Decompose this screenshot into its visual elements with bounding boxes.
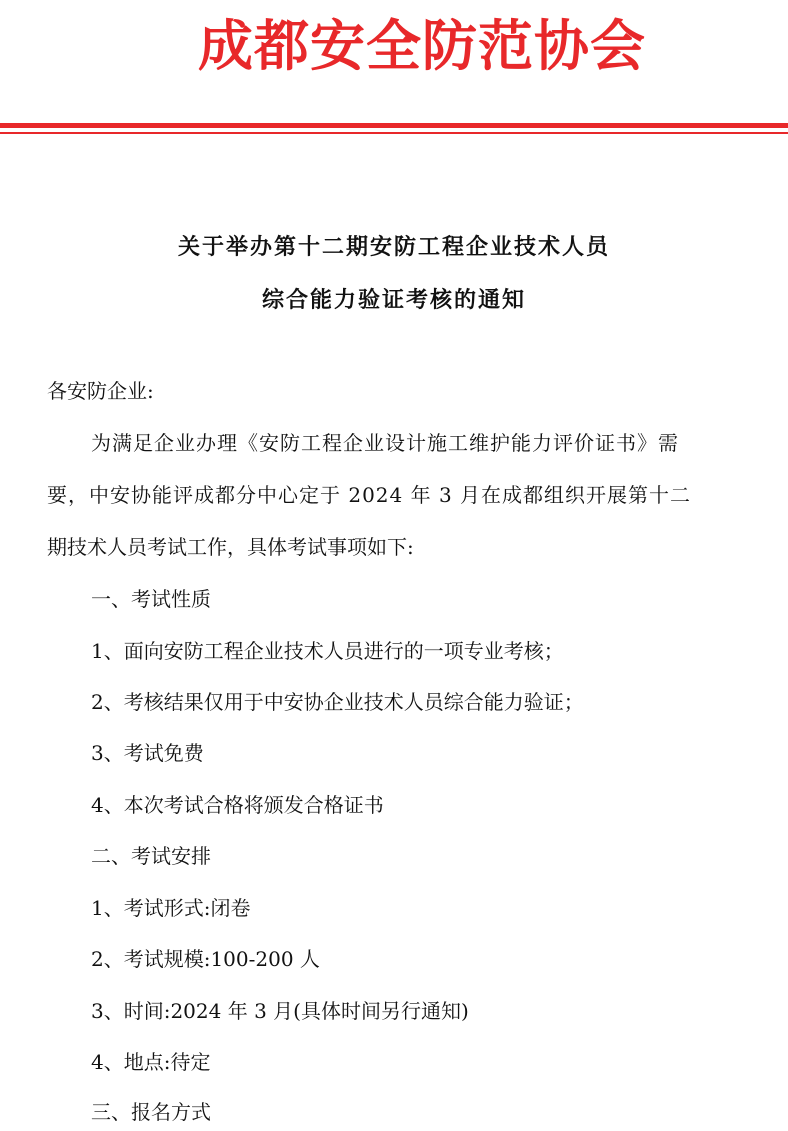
list-item: 2、考核结果仅用于中安协企业技术人员综合能力验证； — [91, 690, 584, 714]
section-heading-exam-nature: 一、考试性质 — [91, 587, 211, 611]
list-item: 1、面向安防工程企业技术人员进行的一项专业考核； — [91, 639, 564, 663]
intro-paragraph-line-3: 期技术人员考试工作，具体考试事项如下: — [47, 535, 414, 559]
letterhead-rule-thin — [0, 132, 788, 134]
section-heading-registration: 三、报名方式 — [91, 1100, 211, 1124]
section-heading-exam-arrangement: 二、考试安排 — [91, 844, 211, 868]
intro-paragraph-line-2: 要，中安协能评成都分中心定于 2024 年 3 月在成都组织开展第十二 — [47, 483, 692, 507]
list-item: 4、地点:待定 — [91, 1050, 211, 1074]
letterhead-rule-thick — [0, 123, 788, 128]
list-item: 3、考试免费 — [91, 741, 204, 765]
list-item: 4、本次考试合格将颁发合格证书 — [91, 793, 384, 817]
notice-title-line-1: 关于举办第十二期安防工程企业技术人员 — [177, 234, 610, 260]
notice-title-line-2: 综合能力验证考核的通知 — [261, 287, 526, 313]
intro-paragraph-line-1: 为满足企业办理《安防工程企业设计施工维护能力评价证书》需 — [91, 431, 679, 455]
list-item: 2、考试规模:100-200 人 — [91, 947, 320, 971]
letterhead-organization-name: 成都安全防范协会 — [198, 14, 647, 78]
list-item: 3、时间:2024 年 3 月(具体时间另行通知) — [91, 999, 469, 1023]
salutation: 各安防企业: — [47, 379, 154, 403]
list-item: 1、考试形式:闭卷 — [91, 896, 251, 920]
